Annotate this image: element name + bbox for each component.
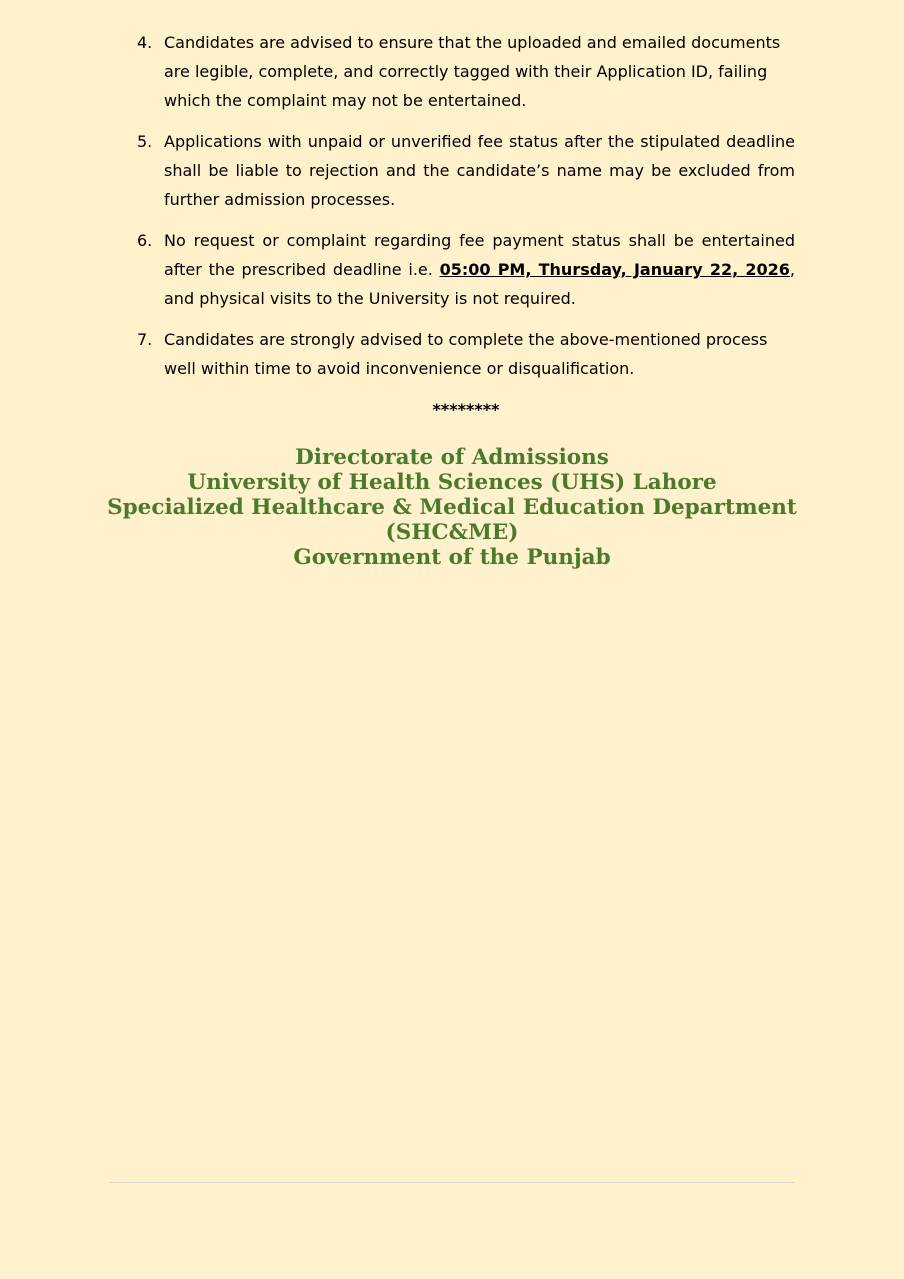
list-item <box>137 226 795 313</box>
item-text: Candidates are advised to ensure that the uploaded and emailed documents are legible, complete, and correctly tagged with their Application ID, failing which the complaint may not be entertained. <box>164 33 781 110</box>
signature-government: Government of the Punjab <box>293 545 611 570</box>
item-text: Candidates are strongly advised to complete the above-mentioned process well within time to avoid inconvenience or disqualification. <box>164 330 768 378</box>
item-text-after: , and physical visits to the University is not required. <box>164 260 796 308</box>
item-number: 7. <box>137 330 153 349</box>
list-item <box>137 325 795 383</box>
instructions-list <box>137 28 795 395</box>
list-item <box>137 28 795 115</box>
list-item <box>137 127 795 214</box>
signature-directorate: Directorate of Admissions <box>295 445 609 470</box>
signature-department: Specialized Healthcare & Medical Education Department <box>107 495 797 520</box>
signature-block <box>0 445 904 570</box>
item-number: 4. <box>137 33 153 52</box>
item-text <box>164 226 795 313</box>
item-text-before: No request or complaint regarding fee payment status shall be entertained after the prescribed deadline i.e. <box>164 231 795 279</box>
footer-divider <box>109 1182 795 1183</box>
deadline-date: 05:00 PM, Thursday, January 22, 2026 <box>439 260 790 279</box>
signature-department-abbr: (SHC&ME) <box>385 520 519 545</box>
item-text: Applications with unpaid or unverified fee status after the stipulated deadline shall be liable to rejection and the candidate’s name may be excluded from further admission processes. <box>164 132 795 209</box>
separator-asterisks: ******** <box>432 400 500 419</box>
item-number: 5. <box>137 132 153 151</box>
signature-university: University of Health Sciences (UHS) Lahore <box>187 470 717 495</box>
item-number: 6. <box>137 231 153 250</box>
